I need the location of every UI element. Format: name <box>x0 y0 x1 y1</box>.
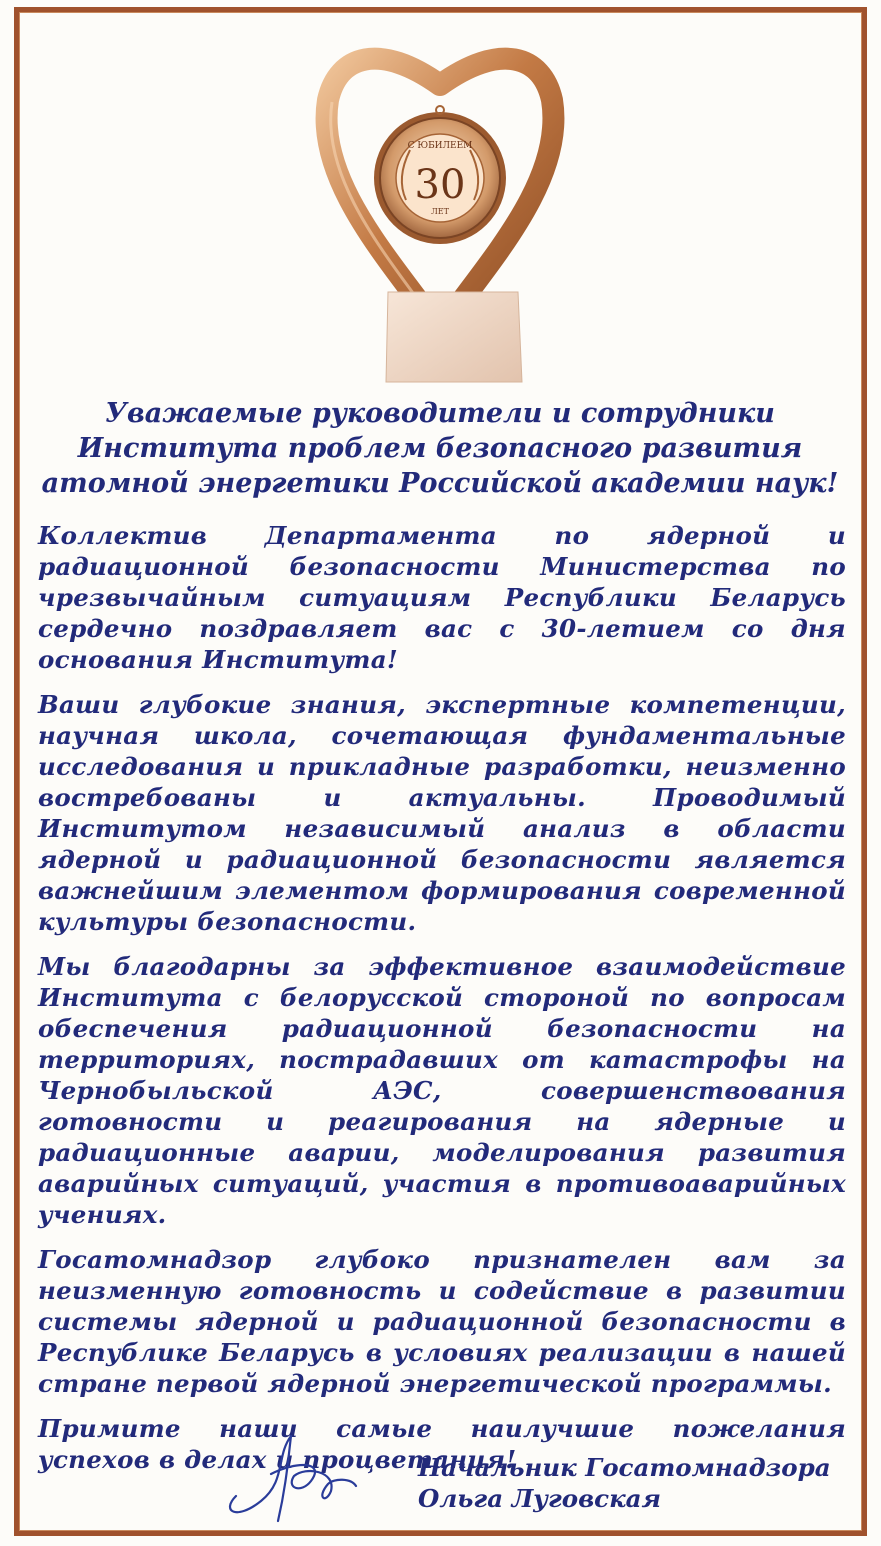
jubilee-trophy-image <box>300 30 580 390</box>
paragraph-gratitude: Госатомнадзор глубоко признателен вам за неизменную готовность и содействие в развитии системы ядерной и радиационной безопасности в Республике Беларусь в условиях реализации в нашей стране первой ядерной энергетической программы. <box>38 1245 846 1398</box>
paragraph-congratulation: Коллектив Департамента по ядерной и радиационной безопасности Министерства по чрезвычайным ситуациям Республики Беларусь сердечно поздравляет вас с 30-летием со дня основания Института! <box>38 521 846 674</box>
heading-line: Института проблем безопасного развития <box>77 433 803 464</box>
paragraph-expertise: Ваши глубокие знания, экспертные компетенции, научная школа, сочетающая фундаментальные исследования и прикладные разработки, неизменно востребованы и актуальны. Проводимый Институтом независимый анализ в области ядерной и радиационной безопасности является важнейшим элементом формирования современной культуры безопасности. <box>38 690 846 936</box>
medal-number: 30 <box>414 162 466 208</box>
heading-line: Уважаемые руководители и сотрудники <box>105 398 775 429</box>
handwritten-signature <box>216 1426 366 1526</box>
medal-bottom-text: ЛЕТ <box>431 207 449 216</box>
letter-body <box>38 520 846 1489</box>
heading-line: атомной энергетики Российской академии наук! <box>41 468 839 499</box>
paragraph-wishes: Примите наши самые наилучшие пожелания успехов в делах и процветания! <box>38 1414 846 1474</box>
signer-block <box>418 1452 831 1514</box>
paragraph-cooperation: Мы благодарны за эффективное взаимодействие Института с белорусской стороной по вопросам обеспечения радиационной безопасности на территориях, пострадавших от катастрофы на Чернобыльской АЭС, совершенствования готовности и реагирования на ядерные и радиационные аварии, моделирования развития аварийных ситуаций, участия в противоаварийных учениях. <box>38 952 846 1229</box>
signer-position: Начальник Госатомнадзора <box>418 1453 831 1482</box>
medal-top-text: С ЮБИЛЕЕМ <box>407 141 473 151</box>
signer-name: Ольга Луговская <box>418 1484 662 1513</box>
greeting-heading <box>40 396 840 501</box>
